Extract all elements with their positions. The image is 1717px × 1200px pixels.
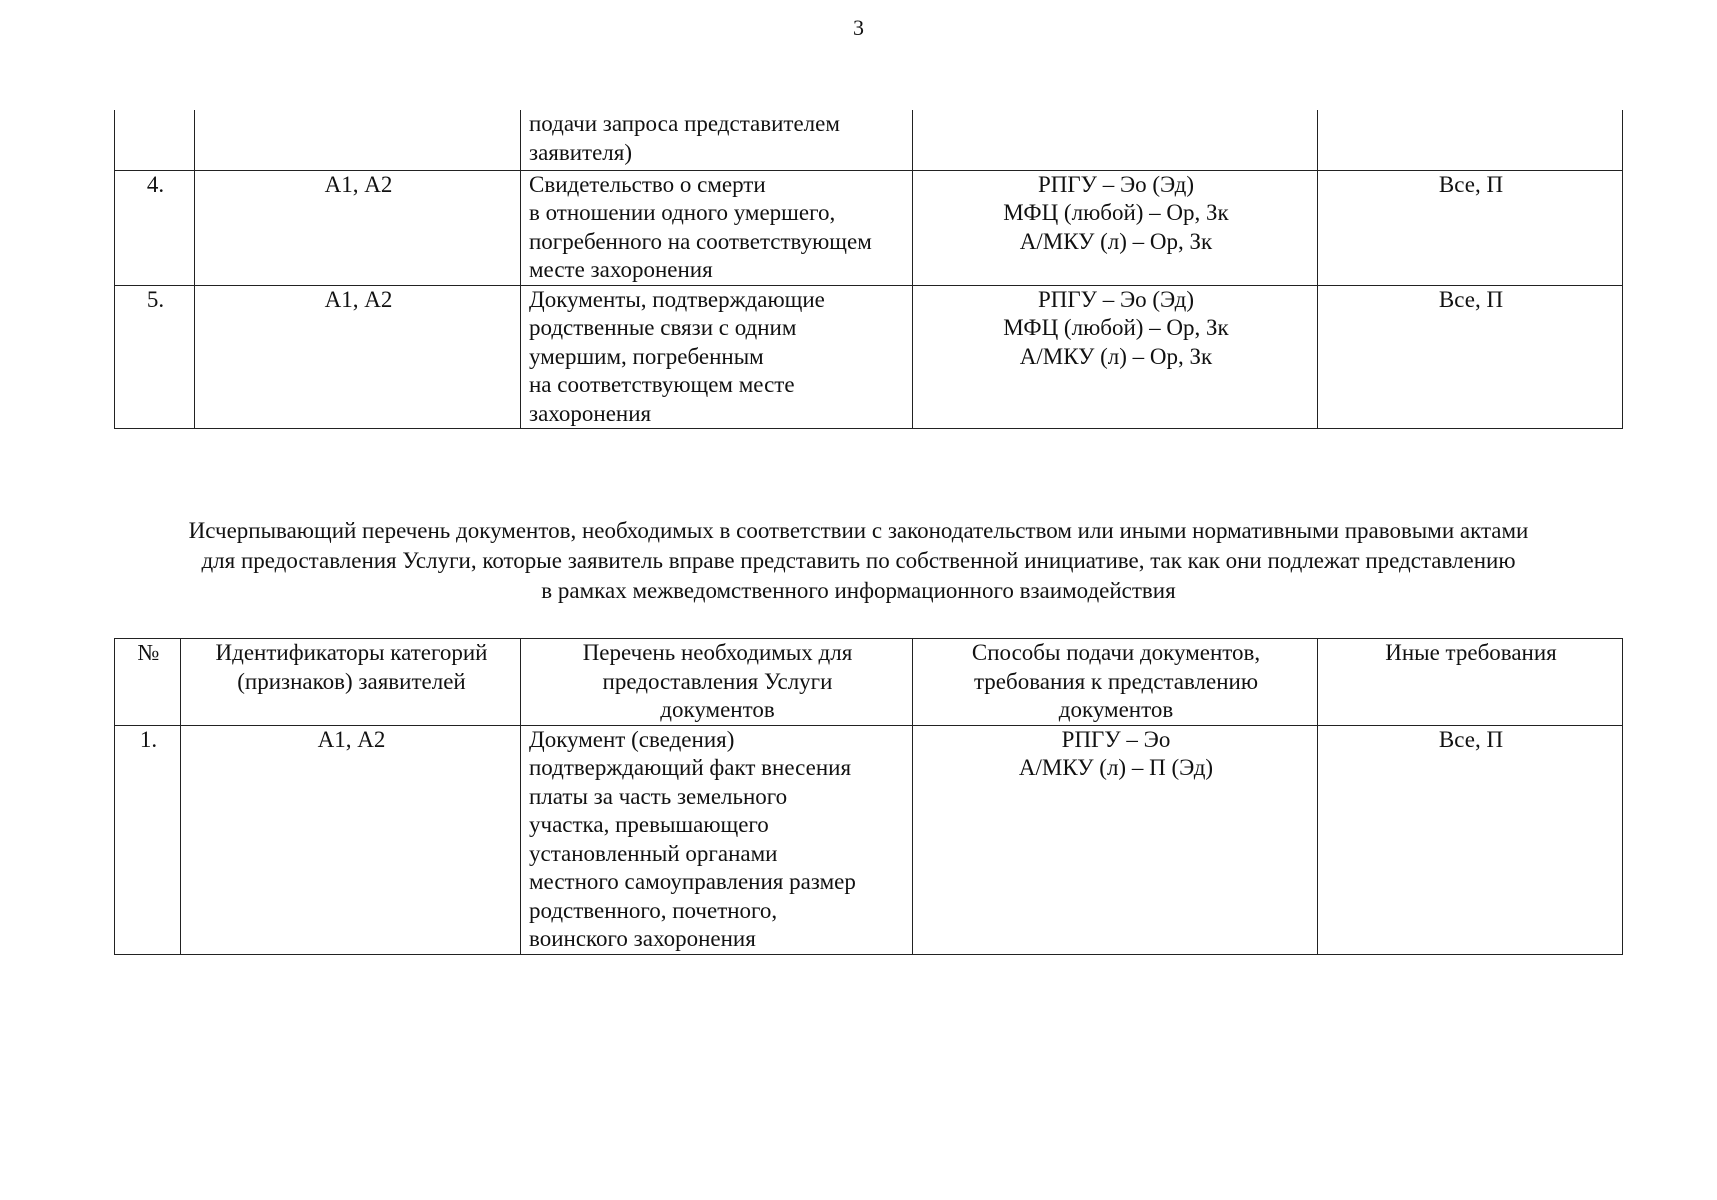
- applicant-category-ids: А1, А2: [181, 725, 521, 954]
- header-other-requirements: Иные требования: [1318, 639, 1623, 726]
- header-submission-methods: Способы подачи документов, требования к представлению документов: [913, 639, 1318, 726]
- documents-table-continued: [114, 110, 1623, 429]
- table-row: [115, 285, 1623, 429]
- table-row: [115, 110, 1623, 170]
- applicant-category-ids: [195, 110, 521, 170]
- row-number: 1.: [115, 725, 181, 954]
- table-header-row: [115, 639, 1623, 726]
- other-requirements-cell: Все, П: [1318, 285, 1623, 429]
- submission-methods-cell: РПГУ – Эо (Эд) МФЦ (любой) – Ор, Зк А/МКУ (л) – Ор, Зк: [913, 170, 1318, 285]
- table-row: [115, 725, 1623, 954]
- row-number: 4.: [115, 170, 195, 285]
- document-list-cell: Документы, подтверждающие родственные связи с одним умершим, погребенным на соответствующем месте захоронения: [521, 285, 913, 429]
- submission-methods-cell: [913, 110, 1318, 170]
- submission-methods-cell: РПГУ – Эо (Эд) МФЦ (любой) – Ор, Зк А/МКУ (л) – Ор, Зк: [913, 285, 1318, 429]
- applicant-category-ids: А1, А2: [195, 170, 521, 285]
- document-list-cell: подачи запроса представителем заявителя): [521, 110, 913, 170]
- applicant-category-ids: А1, А2: [195, 285, 521, 429]
- document-list-cell: Документ (сведения) подтверждающий факт внесения платы за часть земельного участка, превышающего установленный органами местного самоуправления размер родственного, почетного, воинского захоронения: [521, 725, 913, 954]
- document-list-cell: Свидетельство о смерти в отношении одного умершего, погребенного на соответствующем месте захоронения: [521, 170, 913, 285]
- interagency-documents-table: [114, 638, 1623, 955]
- table-row: [115, 170, 1623, 285]
- submission-methods-cell: РПГУ – Эо А/МКУ (л) – П (Эд): [913, 725, 1318, 954]
- header-number: №: [115, 639, 181, 726]
- row-number: 5.: [115, 285, 195, 429]
- other-requirements-cell: Все, П: [1318, 170, 1623, 285]
- section-heading: Исчерпывающий перечень документов, необходимых в соответствии с законодательством или иными нормативными правовыми актами для предоставления Услуги, которые заявитель вправе представить по собственной инициативе, так как они подлежат представлению в рамках межведомственного информационного взаимодействия: [188, 518, 1529, 603]
- header-applicant-category-ids: Идентификаторы категорий (признаков) заявителей: [181, 639, 521, 726]
- other-requirements-cell: Все, П: [1318, 725, 1623, 954]
- other-requirements-cell: [1318, 110, 1623, 170]
- page-number: 3: [853, 15, 864, 40]
- row-number: [115, 110, 195, 170]
- header-document-list: Перечень необходимых для предоставления Услуги документов: [521, 639, 913, 726]
